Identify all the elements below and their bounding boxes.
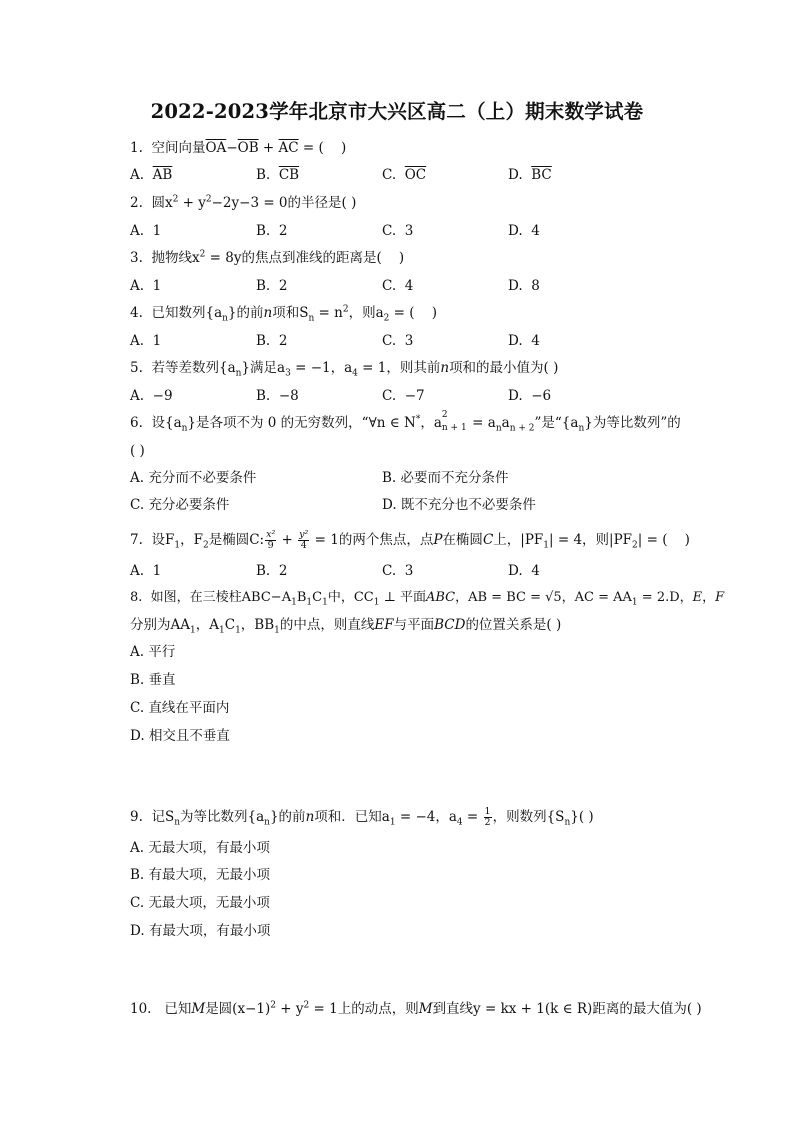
question-text: 项和．已知a xyxy=(314,809,390,825)
question-text: 在椭圆 xyxy=(442,532,483,548)
option-value: 无最大项，无最小项 xyxy=(148,895,270,911)
variable: C xyxy=(482,532,494,548)
question-3 xyxy=(130,249,404,267)
subscript: 1 xyxy=(235,625,241,636)
operator: + xyxy=(277,532,298,548)
question-text: = −1，a xyxy=(290,360,353,376)
question-text: ，AB = BC = √5，AC = AA xyxy=(455,590,632,605)
fraction xyxy=(298,530,309,551)
q2-option-c xyxy=(382,222,413,240)
q8-option-a xyxy=(130,643,175,661)
subscript: n xyxy=(222,313,228,324)
subscript: 1 xyxy=(543,540,550,551)
question-number: 5. xyxy=(130,360,143,376)
question-2 xyxy=(130,194,356,212)
question-text: }为等比数列”的 xyxy=(584,415,681,431)
option-value: 相交且不垂直 xyxy=(148,728,230,744)
question-number: 9. xyxy=(130,809,143,825)
q9-option-c xyxy=(130,894,270,912)
subscript: 2 xyxy=(632,540,638,551)
option-letter: D. xyxy=(382,497,397,513)
q6-option-b xyxy=(382,469,509,487)
question-text: B xyxy=(296,590,307,605)
subscript: 1 xyxy=(631,597,638,608)
variable: BCD xyxy=(434,617,466,633)
q8-option-d xyxy=(130,727,230,745)
option-value: $\overline{OC}$ xyxy=(404,167,427,183)
question-text: }的前 xyxy=(227,305,264,321)
question-text: | = ( ) xyxy=(637,532,690,548)
subscript: 1 xyxy=(306,597,313,608)
option-letter: B. xyxy=(256,167,271,183)
q2-option-d xyxy=(508,222,540,240)
subscript: n xyxy=(308,313,315,324)
question-text: = 1，则其前 xyxy=(357,360,441,376)
option-letter: D. xyxy=(508,167,523,183)
option-letter: C. xyxy=(130,497,145,513)
fraction-denominator: 2 xyxy=(484,817,491,828)
q4-option-d xyxy=(508,332,540,350)
question-text: −2y−3 = 0的半径是( ) xyxy=(211,195,357,211)
question-text: a xyxy=(501,415,510,431)
option-value: −8 xyxy=(278,388,299,404)
fraction-denominator: 4 xyxy=(300,540,307,551)
option-letter: C. xyxy=(382,167,397,183)
question-text: }的前 xyxy=(269,809,306,825)
question-text: ，a xyxy=(420,415,442,431)
q6-option-c xyxy=(130,496,229,514)
question-text: 是圆(x−1) xyxy=(205,1001,271,1017)
variable: E xyxy=(692,590,703,605)
q2-option-b xyxy=(256,222,287,240)
question-text: | = 4，则|PF xyxy=(549,532,633,548)
option-letter: A. xyxy=(130,840,145,856)
q1-option-c xyxy=(382,166,426,184)
fraction xyxy=(265,530,276,551)
subscript: 1 xyxy=(218,625,225,636)
q3-option-c xyxy=(382,277,413,295)
option-letter: B. xyxy=(130,672,145,688)
question-9 xyxy=(130,807,594,828)
option-letter: B. xyxy=(256,223,271,239)
option-letter: A. xyxy=(130,388,145,404)
question-text: 空间向量 xyxy=(151,140,206,156)
option-letter: A. xyxy=(130,223,145,239)
question-text: ，则数列{S xyxy=(492,809,565,825)
superscript: 2 xyxy=(199,249,206,260)
option-letter: B. xyxy=(130,867,145,883)
option-value: −9 xyxy=(152,388,173,404)
question-text: = a xyxy=(467,415,496,431)
subscript: n xyxy=(564,817,571,828)
q4-option-b xyxy=(256,332,287,350)
variable: n xyxy=(305,809,315,825)
option-value: 1 xyxy=(152,278,162,294)
option-letter: C. xyxy=(382,563,397,579)
fraction-numerator: 1 xyxy=(484,806,491,817)
q6-option-d xyxy=(382,496,536,514)
question-number: 6. xyxy=(130,415,143,431)
question-text: ， xyxy=(702,590,716,605)
option-value: −6 xyxy=(531,388,552,404)
question-1 xyxy=(130,139,346,157)
subscript: n xyxy=(181,423,188,434)
option-letter: D. xyxy=(508,563,523,579)
option-letter: A. xyxy=(130,644,145,660)
question-text: = n xyxy=(314,305,343,321)
option-value: 8 xyxy=(531,278,540,294)
option-value: 充分而不必要条件 xyxy=(148,470,257,486)
q8-option-b xyxy=(130,671,176,689)
question-text: = 1的两个焦点，点 xyxy=(310,532,434,548)
subscript: 1 xyxy=(274,625,280,636)
option-value: −7 xyxy=(404,388,425,404)
question-number: 2. xyxy=(130,195,143,211)
question-number: 1. xyxy=(130,140,143,156)
question-text: }满足a xyxy=(241,360,286,376)
option-letter: D. xyxy=(508,333,523,349)
option-value: 平行 xyxy=(148,644,176,660)
q3-option-d xyxy=(508,277,540,295)
question-6 xyxy=(130,409,681,434)
variable: P xyxy=(433,532,443,548)
option-value: 1 xyxy=(152,333,162,349)
option-value: 2 xyxy=(278,278,288,294)
q1-option-b xyxy=(256,166,299,184)
question-text: 记S xyxy=(151,809,175,825)
subscript: n xyxy=(264,817,270,828)
variable: M xyxy=(418,1001,433,1017)
superscript: 2 xyxy=(172,194,179,205)
question-text: }是各项不为 0 的无穷数列，“∀n ∈ N xyxy=(187,415,416,431)
option-value: $\overline{BC}$ xyxy=(531,167,552,183)
option-value: $\overline{AB}$ xyxy=(152,167,173,183)
question-text: = ( ) xyxy=(389,305,437,321)
question-text: 项和S xyxy=(272,305,309,321)
option-value: 2 xyxy=(278,333,288,349)
option-letter: C. xyxy=(382,333,397,349)
question-text: 如图，在三棱柱ABC−A xyxy=(150,590,292,605)
question-number: 10. xyxy=(130,1001,152,1017)
question-text: C xyxy=(312,590,323,605)
option-value: 必要而不充分条件 xyxy=(400,470,509,486)
variable: n xyxy=(263,305,273,321)
variable: EF xyxy=(374,617,394,633)
option-value: 有最大项，有最小项 xyxy=(148,923,271,939)
question-text: 已知 xyxy=(164,1001,192,1017)
fraction-numerator: y² xyxy=(299,529,309,540)
question-text: ，则a xyxy=(348,305,384,321)
option-value: 直线在平面内 xyxy=(148,700,230,716)
question-text: 圆x xyxy=(151,195,173,211)
q1-option-a xyxy=(130,166,172,184)
option-letter: B. xyxy=(256,278,271,294)
option-letter: C. xyxy=(382,278,397,294)
question-text: ⊥ 平面 xyxy=(379,590,426,605)
q9-option-b xyxy=(130,866,270,884)
option-value: 充分必要条件 xyxy=(148,497,230,513)
question-number: 3. xyxy=(130,250,143,266)
option-letter: A. xyxy=(130,470,145,486)
q4-option-a xyxy=(130,332,161,350)
option-letter: B. xyxy=(256,388,271,404)
subscript: n + 2 xyxy=(509,423,535,434)
question-text: 与平面 xyxy=(393,617,435,633)
question-text: 中，CC xyxy=(327,590,374,605)
question-text: 上，|PF xyxy=(493,532,544,548)
question-text: 的中点，则直线 xyxy=(279,617,375,633)
subscript: n xyxy=(235,368,242,379)
question-text: }( ) xyxy=(570,809,594,825)
subscript: 2 xyxy=(202,540,209,551)
option-value: 有最大项，无最小项 xyxy=(148,867,271,883)
question-text: + y xyxy=(178,195,206,211)
q1-option-d xyxy=(508,166,552,184)
option-letter: C. xyxy=(382,388,397,404)
option-letter: D. xyxy=(508,223,523,239)
question-text: 已知数列{a xyxy=(151,305,223,321)
option-letter: A. xyxy=(130,278,145,294)
fraction-denominator: 9 xyxy=(267,540,274,551)
question-number: 4. xyxy=(130,305,143,321)
option-letter: D. xyxy=(508,278,523,294)
option-value: 2 xyxy=(278,223,288,239)
option-letter: C. xyxy=(130,700,145,716)
fraction-numerator: x² xyxy=(266,529,276,540)
option-letter: A. xyxy=(130,333,145,349)
question-text: ”是“{a xyxy=(534,415,579,431)
question-text: 抛物线x xyxy=(151,250,200,266)
variable: n xyxy=(440,360,450,376)
q9-option-a xyxy=(130,839,270,857)
q7-option-d xyxy=(508,562,540,580)
option-letter: D. xyxy=(130,923,145,939)
option-letter: B. xyxy=(256,333,271,349)
question-6-continuation: ( ) xyxy=(130,443,145,459)
question-text: ，BB xyxy=(240,617,275,633)
question-number: 8. xyxy=(130,590,143,605)
q8-option-c xyxy=(130,699,229,717)
option-value: 4 xyxy=(531,333,540,349)
q7-option-c xyxy=(382,562,413,580)
option-letter: A. xyxy=(130,563,145,579)
fraction xyxy=(484,807,492,828)
q6-option-a xyxy=(130,469,256,487)
q9-option-d xyxy=(130,922,270,940)
q5-option-c xyxy=(382,387,425,405)
subscript: n xyxy=(174,817,181,828)
question-text: ，A xyxy=(195,617,219,633)
page-title: 2022-2023学年北京市大兴区高二（上）期末数学试卷 xyxy=(150,100,644,123)
q2-option-a xyxy=(130,222,161,240)
question-text: + y xyxy=(275,1001,304,1017)
question-text: 的位置关系是( ) xyxy=(465,617,562,633)
subscript: 1 xyxy=(174,540,181,551)
question-10 xyxy=(130,1000,702,1018)
question-text: 项和的最小值为( ) xyxy=(449,360,559,376)
subscript: n xyxy=(578,423,585,434)
superscript: 2 xyxy=(342,304,349,315)
option-value: 无最大项，有最小项 xyxy=(148,840,270,856)
option-value: 3 xyxy=(404,223,414,239)
option-letter: C. xyxy=(130,895,145,911)
question-8-line-2 xyxy=(130,616,561,634)
superscript: 2 xyxy=(270,1000,276,1011)
question-8 xyxy=(130,589,724,607)
option-letter: A. xyxy=(130,167,145,183)
q7-option-a xyxy=(130,562,161,580)
question-7 xyxy=(130,530,690,551)
question-text: 为等比数列{a xyxy=(180,809,265,825)
question-text: 是椭圆C: xyxy=(208,532,265,548)
variable: M xyxy=(191,1001,206,1017)
question-4 xyxy=(130,304,437,322)
subscript: 1 xyxy=(389,817,396,828)
subscript: 1 xyxy=(373,597,380,608)
superscript: * xyxy=(415,414,421,425)
option-value: 3 xyxy=(404,333,414,349)
superscript: 2 xyxy=(303,1000,310,1011)
operator: + xyxy=(258,140,279,156)
question-5 xyxy=(130,359,558,377)
variable: ABC xyxy=(425,590,456,605)
option-value: 4 xyxy=(404,278,414,294)
q5-option-d xyxy=(508,387,551,405)
vector-ac: $\overline{AC}$ xyxy=(278,140,299,156)
question-text: = xyxy=(462,809,483,825)
option-value: 1 xyxy=(152,223,162,239)
option-value: $\overline{CB}$ xyxy=(278,167,300,183)
variable: F xyxy=(715,590,725,605)
question-text: ，F xyxy=(180,532,203,548)
option-letter: D. xyxy=(508,388,523,404)
option-letter: B. xyxy=(256,563,271,579)
question-text: 设F xyxy=(151,532,175,548)
option-letter: C. xyxy=(382,223,397,239)
question-text: = 8y的焦点到准线的距离是( ) xyxy=(205,250,405,266)
question-text: = −4，a xyxy=(395,809,457,825)
q3-option-a xyxy=(130,277,161,295)
option-value: 3 xyxy=(404,563,414,579)
subscript: 1 xyxy=(291,597,297,608)
question-text: = 1上的动点，则 xyxy=(309,1001,419,1017)
vector-oa: $\overline{OA}$ xyxy=(205,140,227,156)
q5-option-a xyxy=(130,387,173,405)
q4-option-c xyxy=(382,332,413,350)
sub-sup-group: 2 n + 1 xyxy=(441,409,467,433)
option-letter: B. xyxy=(382,470,397,486)
option-value: 既不充分也不必要条件 xyxy=(400,497,536,513)
question-text: = 2.D， xyxy=(637,590,693,605)
question-text: 到直线y = kx + 1(k ∈ R)距离的最大值为( ) xyxy=(432,1001,702,1017)
subscript: 1 xyxy=(190,625,196,636)
subscript: n xyxy=(495,423,502,434)
vector-ob: $\overline{OB}$ xyxy=(237,140,259,156)
question-text: 分别为AA xyxy=(130,617,190,633)
question-number: 7. xyxy=(130,532,143,548)
q5-option-b xyxy=(256,387,299,405)
option-value: 4 xyxy=(531,563,540,579)
option-value: 4 xyxy=(531,223,540,239)
option-value: 2 xyxy=(278,563,288,579)
question-text: 若等差数列{a xyxy=(151,360,236,376)
question-text: C xyxy=(224,617,236,633)
subscript: 4 xyxy=(456,817,463,828)
operator: − xyxy=(226,140,238,156)
subscript: 3 xyxy=(285,368,291,379)
option-value: 垂直 xyxy=(148,672,176,688)
question-text: = ( ) xyxy=(298,140,347,156)
option-letter: D. xyxy=(130,728,145,744)
question-text: 设{a xyxy=(151,415,182,431)
subscript: 2 xyxy=(383,313,390,324)
q3-option-b xyxy=(256,277,287,295)
superscript: 2 xyxy=(205,194,212,205)
subscript: 4 xyxy=(352,368,358,379)
q7-option-b xyxy=(256,562,287,580)
subscript: 1 xyxy=(322,597,328,608)
option-value: 1 xyxy=(152,563,162,579)
